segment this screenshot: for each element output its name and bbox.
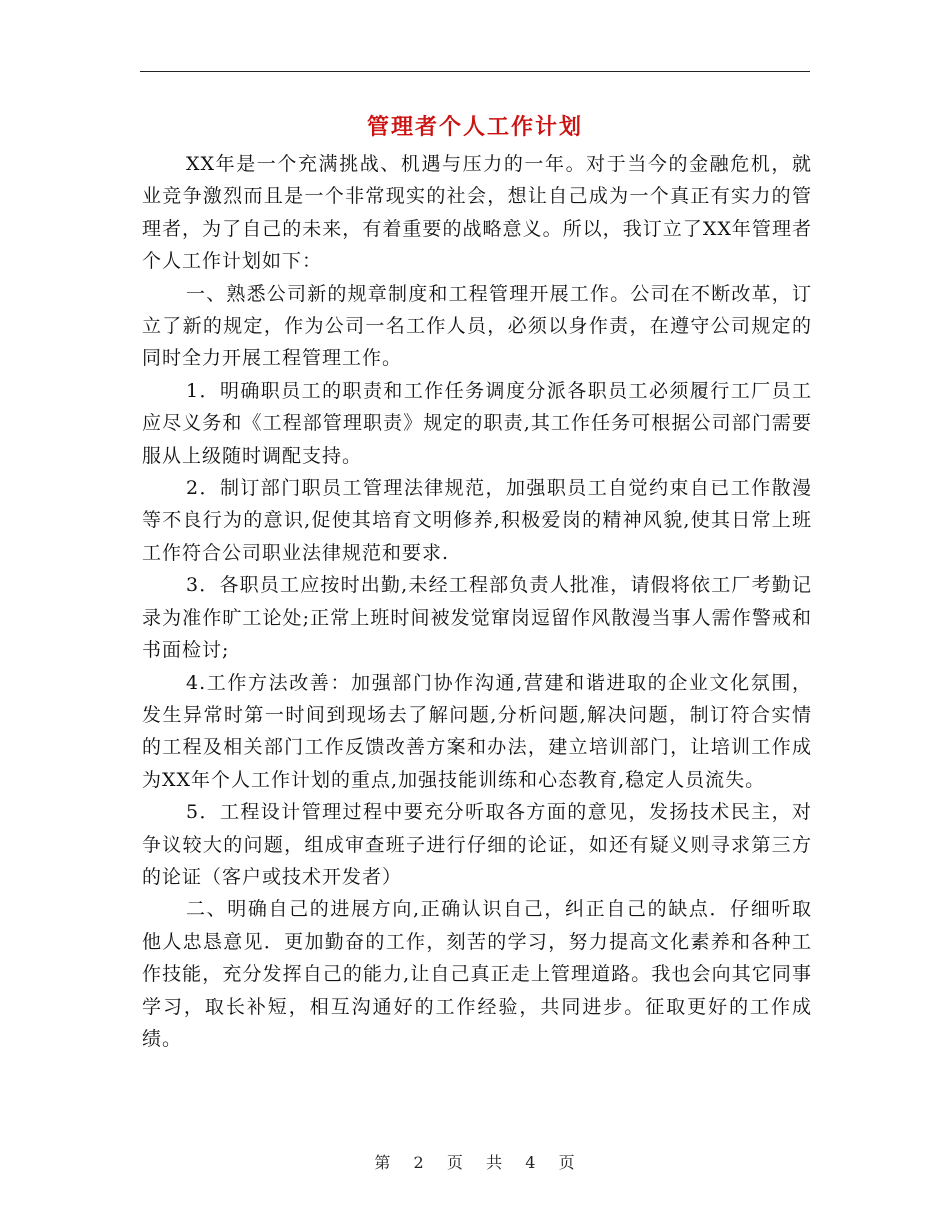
- footer-total-pages: 4: [525, 1153, 537, 1172]
- document-title: 管理者个人工作计划: [366, 115, 583, 140]
- page-footer: [0, 1150, 950, 1173]
- paragraph-item-5: 5．工程设计管理过程中要充分听取各方面的意见，发扬技术民主，对争议较大的问题，组成审查班子进行仔细的论证，如还有疑义则寻求第三方的论证（客户或技术开发者）: [142, 801, 812, 888]
- header-rule: [140, 71, 810, 72]
- paragraph-item-2: 2．制订部门职员工管理法律规范，加强职员工自觉约束自已工作散漫等不良行为的意识,促使其培育文明修养,积极爱岗的精神风貌,使其日常上班工作符合公司职业法律规范和要求.: [142, 477, 812, 564]
- paragraph-intro: XX年是一个充满挑战、机遇与压力的一年。对于当今的金融危机，就业竞争激烈而且是一个非常现实的社会，想让自己成为一个真正有实力的管理者，为了自己的未来，有着重要的战略意义。所以，我订立了XX年管理者个人工作计划如下：: [142, 153, 812, 273]
- footer-total-prefix: 共: [486, 1153, 504, 1172]
- paragraph-item-3: 3．各职员工应按时出勤,未经工程部负责人批准，请假将依工厂考勤记录为准作旷工论处;正常上班时间被发觉窜岗逗留作风散漫当事人需作警戒和书面检讨;: [142, 574, 812, 662]
- footer-page-prefix: 第: [374, 1153, 392, 1172]
- paragraph-section-2: 二、明确自己的进展方向,正确认识自己，纠正自己的缺点．仔细听取他人忠恳意见．更加勤奋的工作，刻苦的学习，努力提高文化素养和各种工作技能，充分发挥自己的能力,让自己真正走上管理道路。我也会向其它同事学习，取长补短，相互沟通好的工作经验，共同进步。征取更好的工作成绩。: [142, 898, 812, 1050]
- footer-page-word: 页: [446, 1153, 464, 1172]
- document-body: [142, 148, 812, 1055]
- footer-page-suffix: 页: [558, 1153, 576, 1172]
- paragraph-item-4: 4.工作方法改善：加强部门协作沟通,营建和谐进取的企业文化氛围，发生异常时第一时间到现场去了解问题,分析问题,解决问题，制订符合实情的工程及相关部门工作反馈改善方案和办法，建立培训部门，让培训工作成为XX年个人工作计划的重点,加强技能训练和心态教育,稳定人员流失。: [142, 671, 812, 791]
- footer-current-page: 2: [413, 1153, 425, 1172]
- paragraph-section-1: 一、熟悉公司新的规章制度和工程管理开展工作。公司在不断改革，订立了新的规定，作为公司一名工作人员，必须以身作责，在遵守公司规定的同时全力开展工程管理工作。: [142, 282, 812, 370]
- paragraph-item-1: 1．明确职员工的职责和工作任务调度分派各职员工必须履行工厂员工应尽义务和《工程部管理职责》规定的职责,其工作任务可根据公司部门需要服从上级随时调配支持。: [142, 379, 812, 467]
